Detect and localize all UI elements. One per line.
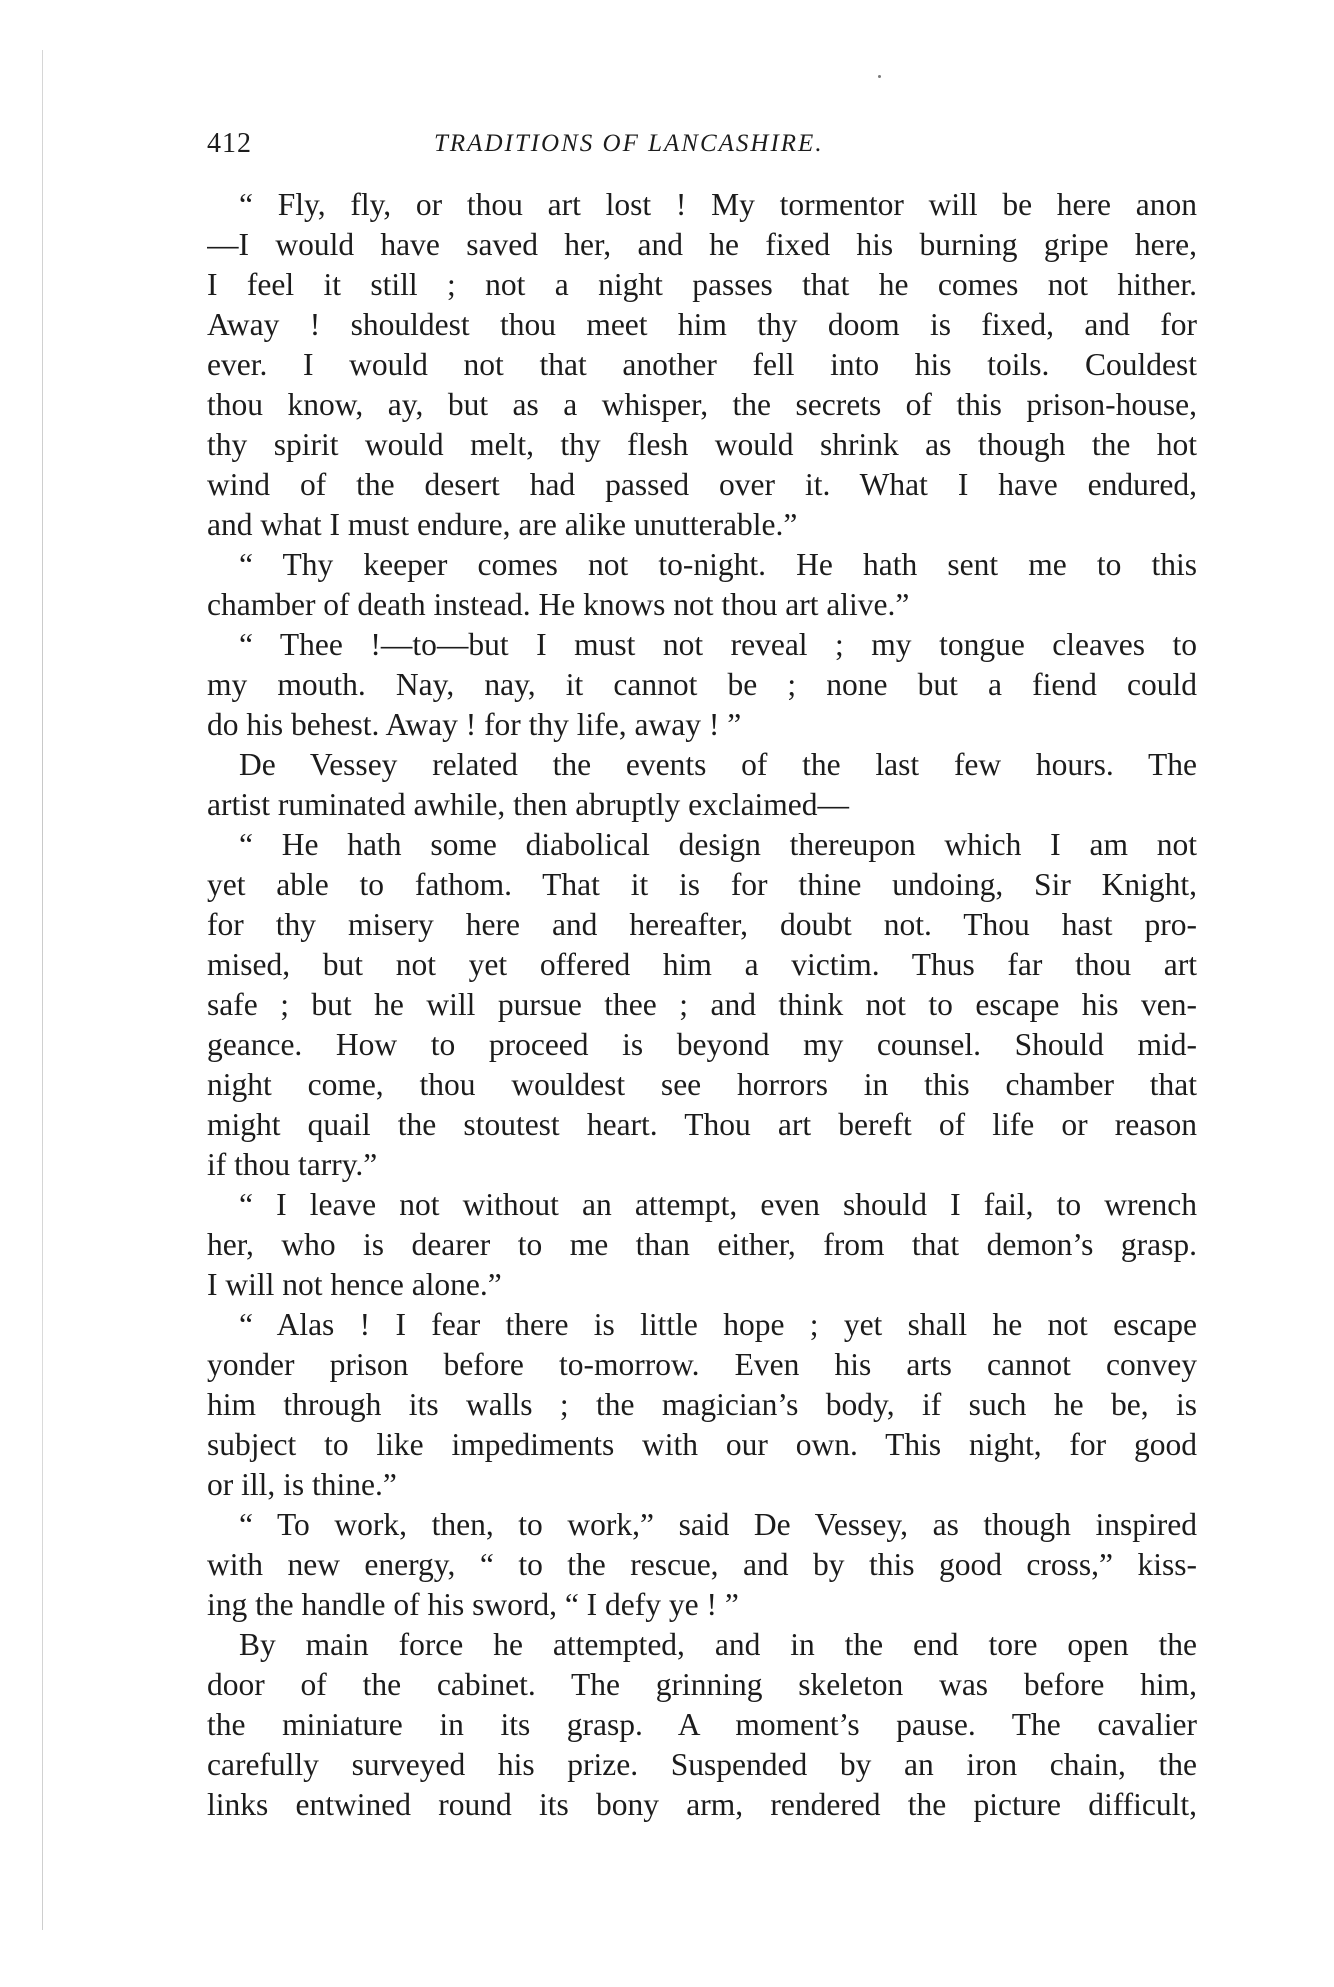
text-line: “ Thy keeper comes not to-night. He hath sent me to this [239,547,1197,582]
text-line: if thou tarry.” [207,1147,378,1182]
text-line: By main force he attempted, and in the end tore open the [239,1627,1197,1662]
text-line: carefully surveyed his prize. Suspended by an iron chain, the [207,1747,1197,1782]
text-line: chamber of death instead. He knows not thou art alive.” [207,587,910,622]
text-line: thy spirit would melt, thy flesh would shrink as though the hot [207,427,1197,462]
text-line: “ Alas ! I fear there is little hope ; yet shall he not escape [239,1307,1197,1342]
text-line: mised, but not yet offered him a victim. Thus far thou art [207,947,1197,982]
text-line: ing the handle of his sword, “ I defy ye ! ” [207,1587,739,1622]
text-line: yonder prison before to-morrow. Even his arts cannot convey [207,1347,1197,1382]
text-line: door of the cabinet. The grinning skeleton was before him, [207,1667,1197,1702]
text-line: I will not hence alone.” [207,1267,502,1302]
text-line: I feel it still ; not a night passes that he comes not hither. [207,267,1197,302]
text-line: her, who is dearer to me than either, from that demon’s grasp. [207,1227,1197,1262]
text-line: artist ruminated awhile, then abruptly exclaimed— [207,787,850,822]
text-line: night come, thou wouldest see horrors in this chamber that [207,1067,1197,1102]
text-line: De Vessey related the events of the last few hours. The [239,747,1197,782]
text-line: or ill, is thine.” [207,1467,397,1502]
text-line: subject to like impediments with our own. This night, for good [207,1427,1197,1462]
page-header [207,128,1197,168]
text-line: wind of the desert had passed over it. What I have endured, [207,467,1197,502]
text-line: yet able to fathom. That it is for thine undoing, Sir Knight, [207,867,1197,902]
text-line: thou know, ay, but as a whisper, the secrets of this prison-house, [207,387,1197,422]
text-line: “ To work, then, to work,” said De Vessey, as though inspired [239,1507,1197,1542]
text-line: for thy misery here and hereafter, doubt not. Thou hast pro- [207,907,1197,942]
text-line: ever. I would not that another fell into his toils. Couldest [207,347,1197,382]
text-line: Away ! shouldest thou meet him thy doom is fixed, and for [207,307,1197,342]
text-line: might quail the stoutest heart. Thou art bereft of life or reason [207,1107,1197,1142]
text-line: —I would have saved her, and he fixed his burning gripe here, [207,227,1197,262]
text-line: “ Thee !—to—but I must not reveal ; my tongue cleaves to [239,627,1197,662]
body-text [207,185,1197,1825]
text-line: with new energy, “ to the rescue, and by this good cross,” kiss- [207,1547,1197,1582]
paper-speck [878,75,881,78]
text-line: “ I leave not without an attempt, even should I fail, to wrench [239,1187,1197,1222]
text-line: links entwined round its bony arm, rendered the picture difficult, [207,1787,1197,1822]
page-number: 412 [207,128,252,159]
text-line: geance. How to proceed is beyond my counsel. Should mid- [207,1027,1197,1062]
text-line: safe ; but he will pursue thee ; and think not to escape his ven- [207,987,1197,1022]
text-line: “ Fly, fly, or thou art lost ! My tormentor will be here anon [239,187,1197,222]
page-binding-edge [42,50,43,1930]
text-line: “ He hath some diabolical design thereupon which I am not [239,827,1197,862]
text-line: and what I must endure, are alike unutterable.” [207,507,798,542]
text-line: the miniature in its grasp. A moment’s pause. The cavalier [207,1707,1197,1742]
running-title: TRADITIONS OF LANCASHIRE. [434,130,824,157]
text-line: my mouth. Nay, nay, it cannot be ; none but a fiend could [207,667,1197,702]
text-line: do his behest. Away ! for thy life, away ! ” [207,707,742,742]
text-line: him through its walls ; the magician’s body, if such he be, is [207,1387,1197,1422]
